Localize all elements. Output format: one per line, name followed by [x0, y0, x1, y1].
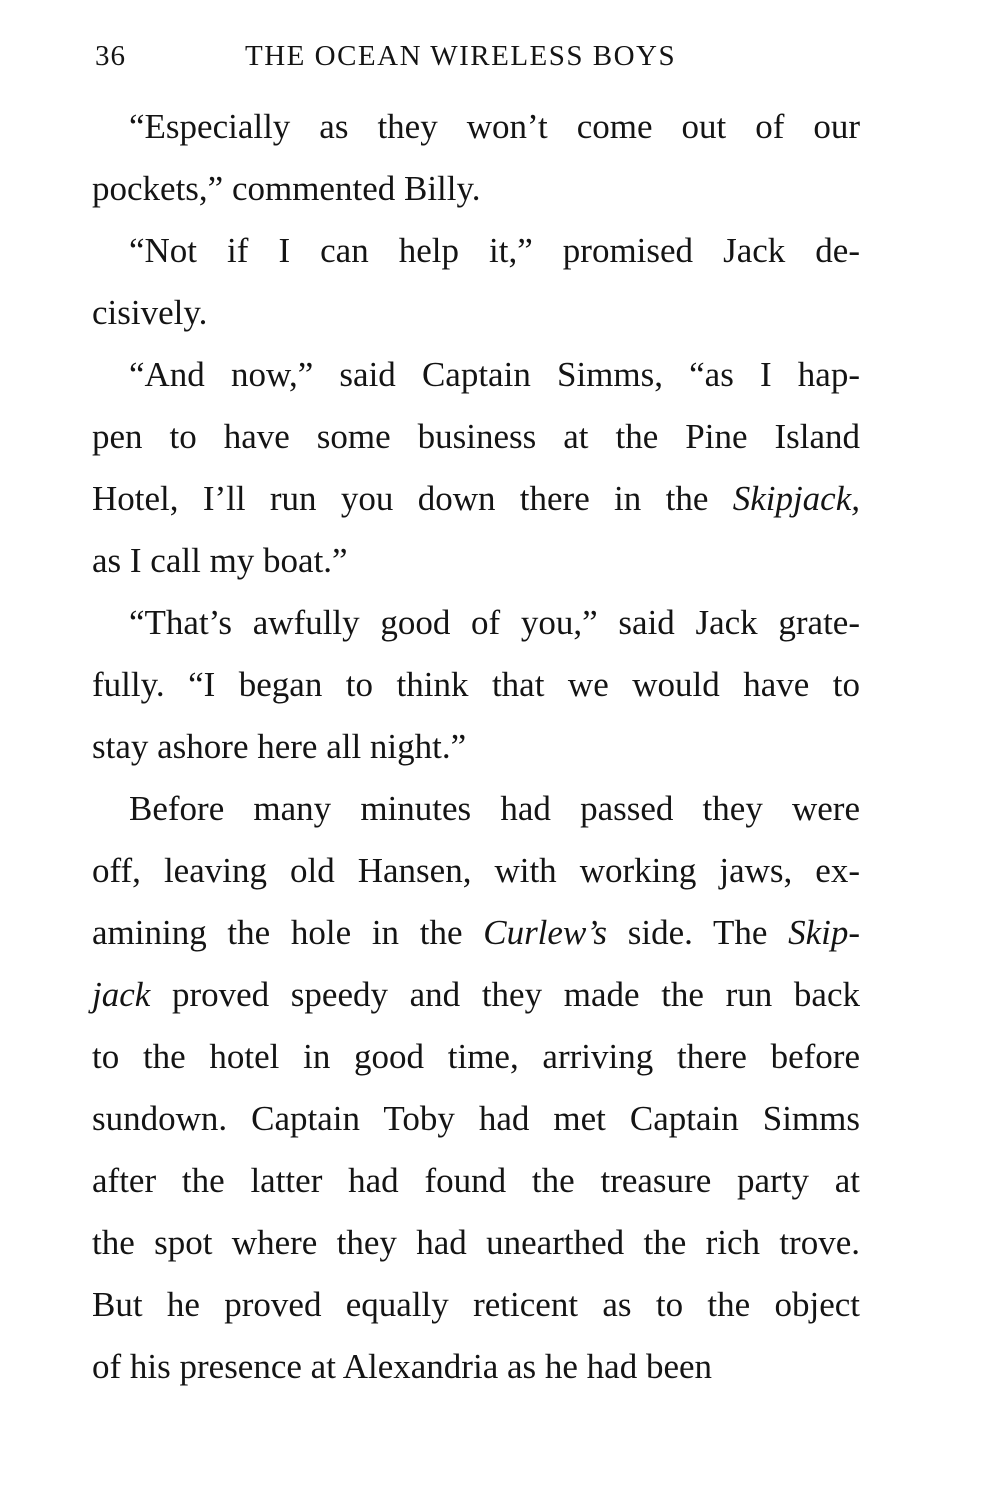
text-line	[92, 716, 860, 778]
text-run: “Especially as they won’t come out of our	[129, 107, 860, 146]
italic-text: Skip-	[788, 913, 860, 952]
page-header	[95, 40, 860, 80]
text-run: But he proved equally reticent as to the object	[92, 1285, 860, 1324]
text-run: Before many minutes had passed they were	[129, 789, 860, 828]
text-run: side. The	[607, 913, 789, 952]
italic-text: jack	[92, 975, 151, 1014]
text-run: to the hotel in good time, arriving there before	[92, 1037, 860, 1076]
text-run: as I call my boat.”	[92, 541, 348, 580]
text-line	[92, 344, 860, 406]
text-line	[92, 158, 860, 220]
paragraph	[92, 220, 860, 344]
body-text	[92, 96, 860, 1398]
text-run: amining the hole in the	[92, 913, 484, 952]
text-run: “And now,” said Captain Simms, “as I hap-	[129, 355, 860, 394]
text-line	[92, 96, 860, 158]
text-line	[92, 468, 860, 530]
text-run: “Not if I can help it,” promised Jack de-	[129, 231, 860, 270]
text-line	[92, 654, 860, 716]
text-run: off, leaving old Hansen, with working jaws, ex-	[92, 851, 860, 890]
text-run: fully. “I began to think that we would have to	[92, 665, 860, 704]
text-line	[92, 778, 860, 840]
text-run: the spot where they had unearthed the rich trove.	[92, 1223, 860, 1262]
text-line	[92, 840, 860, 902]
text-run: proved speedy and they made the run back	[150, 975, 860, 1014]
text-run: pen to have some business at the Pine Island	[92, 417, 860, 456]
text-run: of his presence at Alexandria as he had been	[92, 1347, 713, 1386]
italic-text: Curlew’s	[483, 913, 608, 952]
paragraph	[92, 778, 860, 1398]
text-line	[92, 592, 860, 654]
text-run: after the latter had found the treasure party at	[92, 1161, 860, 1200]
text-run: stay ashore here all night.”	[92, 727, 467, 766]
text-run: sundown. Captain Toby had met Captain Simms	[92, 1099, 860, 1138]
text-line	[92, 964, 860, 1026]
text-run: Hotel, I’ll run you down there in the	[92, 479, 733, 518]
text-line	[92, 1088, 860, 1150]
page-number: 36	[95, 40, 126, 72]
text-line	[92, 1336, 860, 1398]
text-run: cisively.	[92, 293, 208, 332]
running-head: THE OCEAN WIRELESS BOYS	[245, 40, 677, 72]
text-line	[92, 902, 860, 964]
text-line	[92, 1150, 860, 1212]
paragraph	[92, 96, 860, 220]
text-line	[92, 530, 860, 592]
text-run: “That’s awfully good of you,” said Jack grate-	[129, 603, 860, 642]
paragraph	[92, 344, 860, 592]
text-line	[92, 406, 860, 468]
text-run: pockets,” commented Billy.	[92, 169, 481, 208]
text-line	[92, 1274, 860, 1336]
text-line	[92, 282, 860, 344]
text-line	[92, 220, 860, 282]
italic-text: Skipjack,	[732, 479, 860, 518]
paragraph	[92, 592, 860, 778]
text-line	[92, 1212, 860, 1274]
text-line	[92, 1026, 860, 1088]
